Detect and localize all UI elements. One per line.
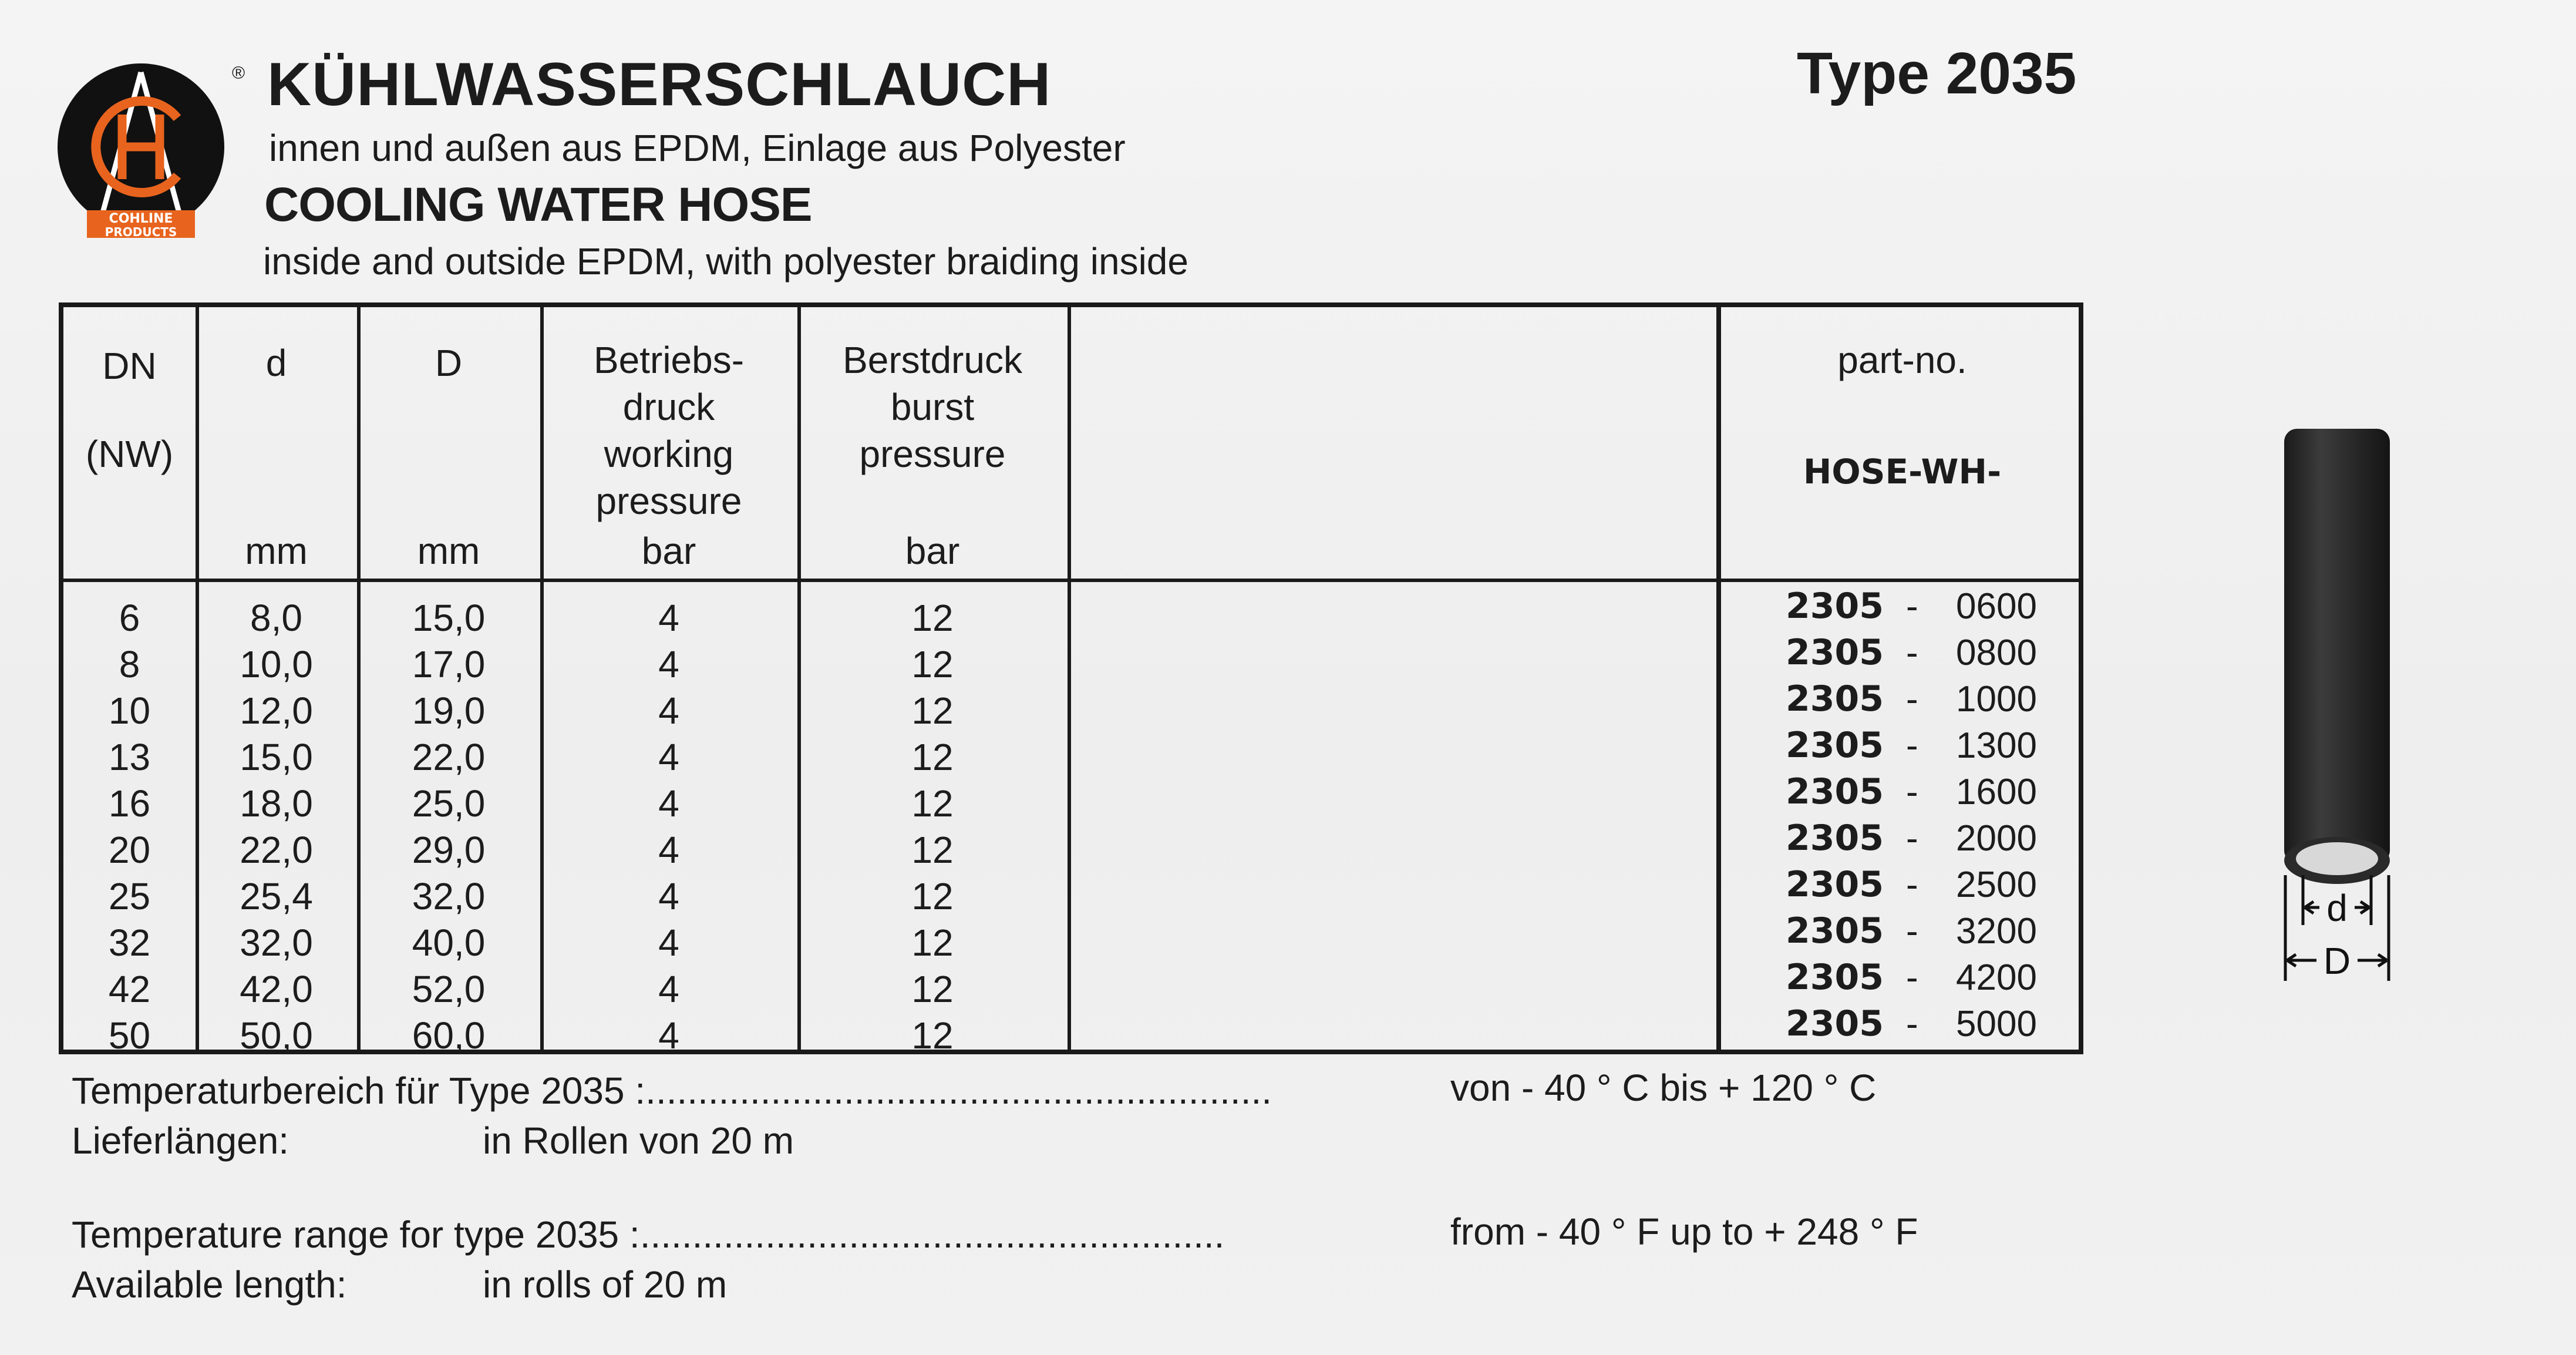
header-working-line3: working <box>604 433 734 475</box>
part-number-series: 2305 <box>1786 771 1884 812</box>
logo-text-line2: PRODUCTS <box>105 225 177 238</box>
cell-dn: 50 <box>108 1014 151 1057</box>
part-number <box>1721 815 2083 862</box>
length-english-label: Available length: <box>72 1263 347 1306</box>
part-number <box>1721 908 2083 954</box>
unit-working: bar <box>641 530 696 572</box>
title-german: KÜHLWASSERSCHLAUCH <box>267 51 1052 119</box>
registered-mark: ® <box>232 63 245 83</box>
cell-dn: 10 <box>108 690 151 732</box>
cell-burst-pressure: 12 <box>911 875 954 917</box>
cell-d: 15,0 <box>240 736 313 778</box>
part-number <box>1721 862 2083 908</box>
part-number-separator: - <box>1906 586 1918 627</box>
logo-text-line1: COHLINE <box>109 211 173 226</box>
column-divider <box>1068 307 1071 1050</box>
length-german-value: in Rollen von 20 m <box>483 1119 794 1162</box>
part-number-separator: - <box>1906 911 1918 951</box>
hose-illustration <box>2272 423 2402 987</box>
part-number-series: 2305 <box>1786 632 1884 673</box>
cell-outer-d: 60,0 <box>412 1014 486 1057</box>
type-label: Type 2035 <box>1797 41 2077 106</box>
column-part-no <box>1721 583 2083 1047</box>
header-burst-line2: burst <box>890 386 975 428</box>
temp-range-german-value: von - 40 ° C bis + 120 ° C <box>1450 1067 1877 1109</box>
cell-d: 42,0 <box>240 968 313 1010</box>
unit-outer-d: mm <box>417 530 480 572</box>
header-working-line4: pressure <box>595 480 742 522</box>
header-part-no: part-no. <box>1837 339 1967 381</box>
header-working-line2: druck <box>622 386 715 428</box>
header-d: d <box>265 342 287 384</box>
header-outer-d: D <box>435 342 463 384</box>
cell-working-pressure: 4 <box>658 875 679 917</box>
temp-range-english-label: Temperature range for type 2035 :........................................................ <box>72 1213 1225 1256</box>
spec-table <box>59 302 2083 1057</box>
length-english-value: in rolls of 20 m <box>483 1263 728 1306</box>
part-number-separator: - <box>1906 725 1918 766</box>
cell-dn: 20 <box>108 829 151 871</box>
header-burst-line3: pressure <box>859 433 1006 475</box>
header-divider <box>63 579 2079 582</box>
part-number-separator: - <box>1906 865 1918 905</box>
cell-working-pressure: 4 <box>658 968 679 1010</box>
part-number-size: 3200 <box>1956 911 2037 951</box>
part-number-size: 1600 <box>1956 772 2037 812</box>
header-dn-line1: DN <box>102 345 157 387</box>
cell-outer-d: 29,0 <box>412 829 486 871</box>
cell-burst-pressure: 12 <box>911 643 954 685</box>
part-number-series: 2305 <box>1786 586 1884 627</box>
subtitle-english: inside and outside EPDM, with polyester braiding inside <box>263 240 1188 283</box>
part-number-series: 2305 <box>1786 725 1884 766</box>
part-number-separator: - <box>1906 1004 1918 1044</box>
part-number-size: 0600 <box>1956 586 2037 627</box>
cell-working-pressure: 4 <box>658 829 679 871</box>
cell-burst-pressure: 12 <box>911 782 954 825</box>
part-number-series: 2305 <box>1786 818 1884 859</box>
cell-working-pressure: 4 <box>658 597 679 639</box>
cell-working-pressure: 4 <box>658 690 679 732</box>
cell-dn: 6 <box>119 597 140 639</box>
part-number-series: 2305 <box>1786 678 1884 719</box>
part-number-size: 5000 <box>1956 1004 2037 1044</box>
cell-working-pressure: 4 <box>658 736 679 778</box>
cell-d: 32,0 <box>240 922 313 964</box>
cell-burst-pressure: 12 <box>911 1014 954 1057</box>
part-number <box>1721 722 2083 769</box>
cell-d: 8,0 <box>250 597 302 639</box>
part-number <box>1721 676 2083 722</box>
part-number-size: 0800 <box>1956 633 2037 673</box>
cohline-logo <box>53 62 235 238</box>
cell-dn: 13 <box>108 736 151 778</box>
cell-outer-d: 32,0 <box>412 875 486 917</box>
part-number-size: 2500 <box>1956 865 2037 905</box>
header-burst-pressure <box>797 337 1068 478</box>
header-burst-line1: Berstdruck <box>843 339 1022 381</box>
cell-dn: 25 <box>108 875 151 917</box>
part-number <box>1721 769 2083 815</box>
part-number-separator: - <box>1906 772 1918 812</box>
cell-d: 18,0 <box>240 782 313 825</box>
hose-end-inner <box>2296 842 2378 875</box>
cell-dn: 8 <box>119 643 140 685</box>
cell-burst-pressure: 12 <box>911 922 954 964</box>
part-number <box>1721 954 2083 1001</box>
header-part-prefix: HOSE-WH- <box>1803 452 2002 492</box>
subtitle-german: innen und außen aus EPDM, Einlage aus Polyester <box>269 127 1126 169</box>
unit-burst: bar <box>905 530 960 572</box>
title-english: COOLING WATER HOSE <box>264 178 812 231</box>
cell-burst-pressure: 12 <box>911 736 954 778</box>
cell-burst-pressure: 12 <box>911 829 954 871</box>
part-number-series: 2305 <box>1786 957 1884 998</box>
header-dn <box>63 342 196 478</box>
length-german-label: Lieferlängen: <box>72 1119 289 1162</box>
cell-outer-d: 40,0 <box>412 922 486 964</box>
part-number-separator: - <box>1906 818 1918 859</box>
cell-d: 50,0 <box>240 1014 313 1057</box>
cell-dn: 42 <box>108 968 151 1010</box>
part-number-separator: - <box>1906 633 1918 673</box>
part-number-size: 4200 <box>1956 957 2037 998</box>
cell-d: 25,4 <box>240 875 313 917</box>
part-number-size: 1300 <box>1956 725 2037 766</box>
cell-outer-d: 22,0 <box>412 736 486 778</box>
part-number <box>1721 583 2083 630</box>
part-number-series: 2305 <box>1786 910 1884 951</box>
unit-d: mm <box>245 530 308 572</box>
cell-dn: 16 <box>108 782 151 825</box>
cell-outer-d: 52,0 <box>412 968 486 1010</box>
cell-working-pressure: 4 <box>658 922 679 964</box>
cell-d: 22,0 <box>240 829 313 871</box>
part-number-series: 2305 <box>1786 1003 1884 1044</box>
cell-working-pressure: 4 <box>658 782 679 825</box>
header-working-pressure <box>540 337 797 524</box>
part-number-series: 2305 <box>1786 864 1884 905</box>
header-dn-line2: (NW) <box>85 433 174 475</box>
temp-range-german-label: Temperaturbereich für Type 2035 :............................................................ <box>72 1070 1272 1112</box>
cell-outer-d: 19,0 <box>412 690 486 732</box>
cell-dn: 32 <box>108 922 151 964</box>
cell-burst-pressure: 12 <box>911 690 954 732</box>
cell-outer-d: 17,0 <box>412 643 486 685</box>
cell-d: 10,0 <box>240 643 313 685</box>
outer-diameter-label: D <box>2323 940 2351 982</box>
header-working-line1: Betriebs- <box>593 339 745 381</box>
inner-diameter-label: d <box>2326 887 2348 929</box>
part-number-separator: - <box>1906 679 1918 719</box>
hose-body <box>2284 429 2390 863</box>
cell-burst-pressure: 12 <box>911 968 954 1010</box>
cell-outer-d: 25,0 <box>412 782 486 825</box>
cell-d: 12,0 <box>240 690 313 732</box>
part-number-size: 1000 <box>1956 679 2037 719</box>
cell-outer-d: 15,0 <box>412 597 486 639</box>
part-number-separator: - <box>1906 957 1918 998</box>
temp-range-english-value: from - 40 ° F up to + 248 ° F <box>1450 1211 1918 1253</box>
part-number <box>1721 630 2083 676</box>
cell-working-pressure: 4 <box>658 643 679 685</box>
column-divider <box>1716 307 1721 1050</box>
part-number <box>1721 1001 2083 1047</box>
part-number-size: 2000 <box>1956 818 2037 859</box>
cell-working-pressure: 4 <box>658 1014 679 1057</box>
cell-burst-pressure: 12 <box>911 597 954 639</box>
